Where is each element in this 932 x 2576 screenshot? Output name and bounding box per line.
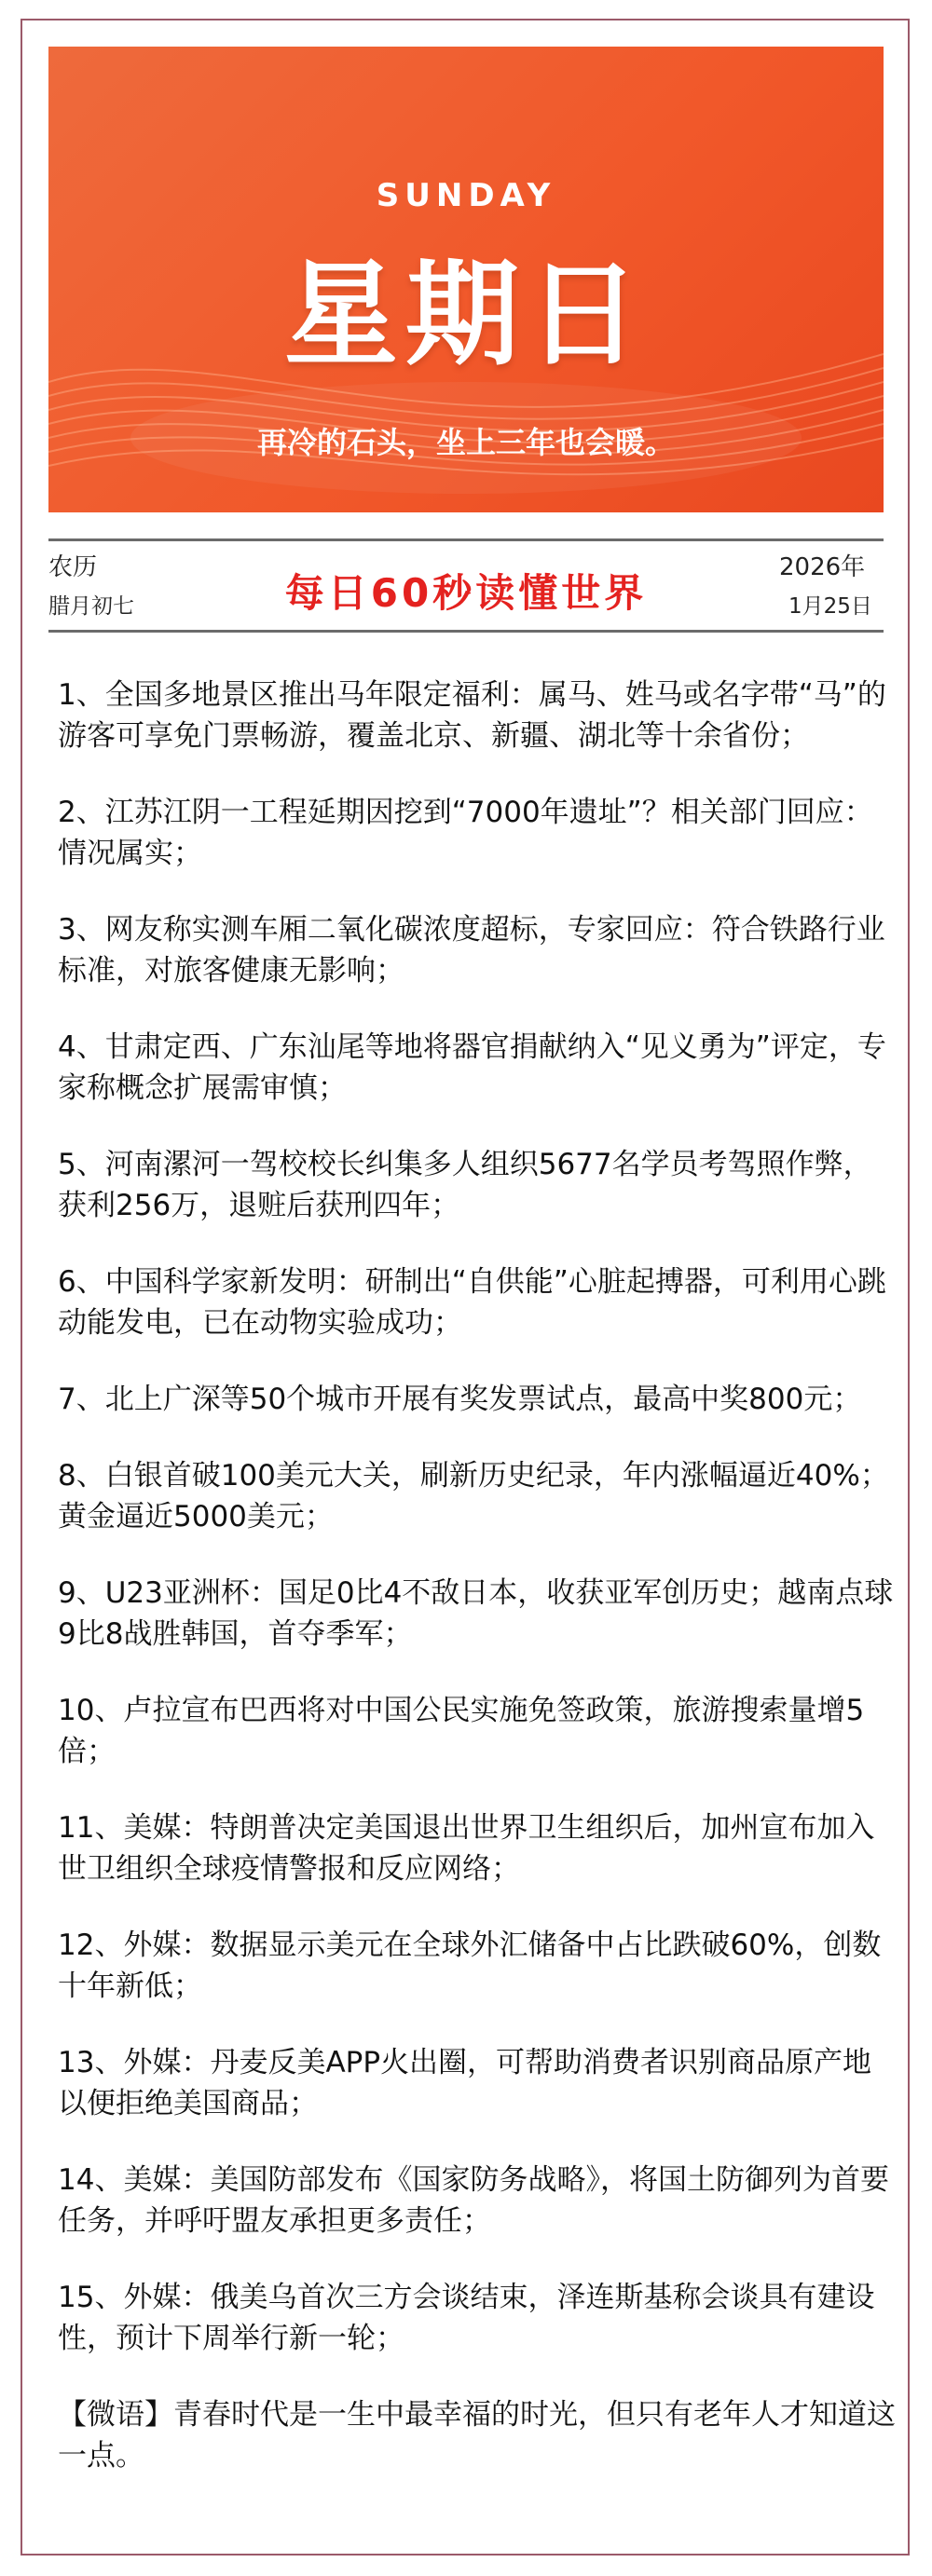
year-label: 2026年 bbox=[779, 553, 866, 581]
list-item: 2、江苏江阴一工程延期因挖到“7000年遗址”？相关部门回应：情况属实； bbox=[58, 796, 873, 870]
header-banner bbox=[48, 47, 884, 512]
day-chinese: 星期日 bbox=[284, 249, 648, 381]
list-item: 14、美媒：美国防部发布《国家防务战略》，将国土防御列为首要任务，并呼吁盟友承担更多责任； bbox=[58, 2163, 889, 2238]
news-list bbox=[58, 675, 897, 2512]
banner-quote: 再冷的石头，坐上三年也会暖。 bbox=[256, 425, 675, 460]
list-item: 9、U23亚洲杯：国足0比4不敌日本，收获亚军创历史；越南点球9比8战胜韩国，首夺季军； bbox=[58, 1576, 894, 1651]
list-item: 1、全国多地景区推出马年限定福利：属马、姓马或名字带“马”的游客可享免门票畅游，覆盖北京、新疆、湖北等十余省份； bbox=[58, 678, 886, 753]
list-item: 15、外媒：俄美乌首次三方会谈结束，泽连斯基称会谈具有建设性，预计下周举行新一轮； bbox=[58, 2281, 875, 2355]
list-item: 8、白银首破100美元大关，刷新历史纪录，年内涨幅逼近40%；黄金逼近5000美元； bbox=[58, 1459, 889, 1533]
list-item: 5、河南漯河一驾校校长纠集多人组织5677名学员考驾照作弊，获利256万，退赃后获刑四年； bbox=[58, 1148, 872, 1222]
list-item: 10、卢拉宣布巴西将对中国公民实施免签政策，旅游搜索量增5倍； bbox=[58, 1694, 865, 1768]
date-label: 1月25日 bbox=[788, 594, 872, 619]
list-item: 7、北上广深等50个城市开展有奖发票试点，最高中奖800元； bbox=[58, 1383, 862, 1416]
header-bottom-rule bbox=[48, 630, 884, 633]
weiyu-quote: 【微语】青春时代是一生中最幸福的时光，但只有老年人才知道这一点。 bbox=[58, 2398, 896, 2473]
header-top-rule bbox=[48, 538, 884, 541]
lunar-date: 腊月初七 bbox=[48, 594, 134, 619]
list-item: 11、美媒：特朗普决定美国退出世界卫生组织后，加州宣布加入世卫组织全球疫情警报和反应网络； bbox=[58, 1811, 875, 1886]
page-title: 每日60秒读懂世界 bbox=[284, 570, 648, 616]
list-item: 13、外媒：丹麦反美APP火出圈，可帮助消费者识别商品原产地以便拒绝美国商品； bbox=[58, 2046, 872, 2120]
lunar-label: 农历 bbox=[48, 553, 98, 581]
list-item: 12、外媒：数据显示美元在全球外汇储备中占比跌破60%，创数十年新低； bbox=[58, 1929, 882, 2003]
day-english: SUNDAY bbox=[376, 177, 556, 214]
list-item: 6、中国科学家新发明：研制出“自供能”心脏起搏器，可利用心跳动能发电，已在动物实验成功； bbox=[58, 1265, 886, 1340]
list-item: 3、网友称实测车厢二氧化碳浓度超标，专家回应：符合铁路行业标准，对旅客健康无影响； bbox=[58, 913, 885, 988]
list-item: 4、甘肃定西、广东汕尾等地将器官捐献纳入“见义勇为”评定，专家称概念扩展需审慎； bbox=[58, 1030, 886, 1105]
